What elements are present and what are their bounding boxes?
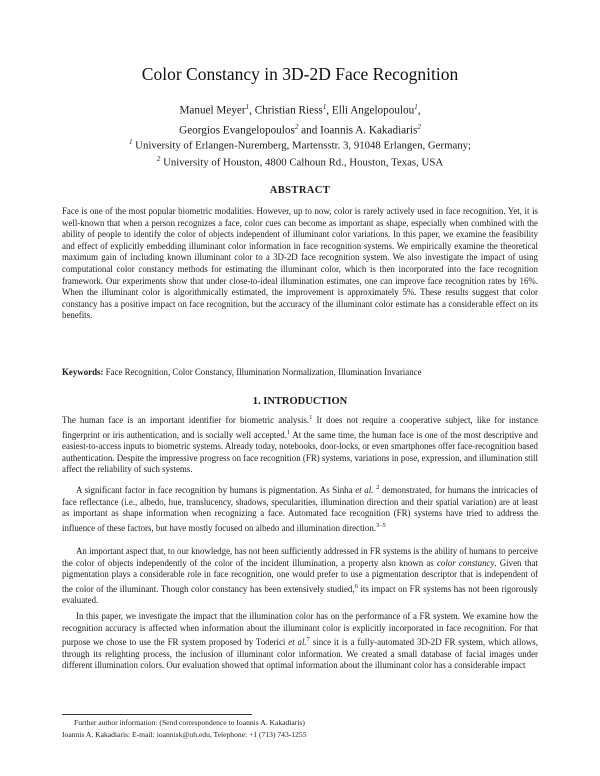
paragraph-text: In this paper, we investigate the impact that the illumination color has on the performance of a FR system. We examine how the recognition accuracy is affected when information about the illuminant color is explicitly incorporated in face recognition. For that purpose we chose to use the FR system proposed by Toderici <box>62 611 538 648</box>
author-name: Christian Riess <box>254 104 323 117</box>
paragraph-text: The human face is an important identifier for biometric analysis. <box>62 414 310 425</box>
author-name: Elli Angelopoulou <box>331 104 415 117</box>
citation-ref[interactable]: 1 <box>286 428 291 436</box>
affiliation-mark: 1 <box>322 103 327 111</box>
footnote-divider <box>62 714 252 715</box>
citation-ref[interactable]: 6 <box>354 582 358 590</box>
affiliation-mark: 2 <box>417 122 421 131</box>
citation-ref[interactable]: 1 <box>309 414 313 421</box>
paragraph-text: . Given that pigmentation plays a considerable role in face recognition, one would prefer to use a pigmentation descriptor that is independent of the color of the illuminant. Though color constancy has been extensively studied, <box>62 557 538 594</box>
author-line-2: Georgios Evangelopoulos$^2$ and Ioannis A. Kakadiaris$^2$ <box>179 122 421 137</box>
citation-ref[interactable]: 7 <box>306 636 310 644</box>
intro-paragraph-4 <box>62 611 538 672</box>
keywords-label: Keywords: <box>62 367 104 377</box>
keywords-text: Face Recognition, Color Constancy, Illumination Normalization, Illumination Invariance <box>105 367 422 377</box>
paragraph-text: At the same time, the human face is one of the most descriptive and easiest-to-access inputs to biometric systems. Already today, notebooks, door-locks, or even smartphones offer face-recognition based authentication. Despite the impressive progress on face recognition (FR) systems, variations in pose, expression, and illumination still affect the reliability of such systems. <box>62 429 538 475</box>
paper-title: Color Constancy in 3D-2D Face Recognition <box>141 64 459 84</box>
affiliation-1 <box>0 136 600 153</box>
etal-text: et al. <box>355 484 374 495</box>
affiliation-mark: 1 <box>245 103 250 111</box>
affiliation-text: University of Erlangen-Nuremberg, Martensstr. 3, 91048 Erlangen, Germany; <box>135 139 472 152</box>
abstract-text: Face is one of the most popular biometric modalities. However, up to now, color is rarely actively used in face recognition. Yet, it is well-known that when a person recognizes a face, color cues can become as important as shape, especially when combined with the ability of people to identify the color of objects independent of illuminant color variations. In this paper, we examine the feasibility and effect of explicitly embedding illuminant color information in face recognition systems. We empirically examine the theoretical maximum gain of including known illuminant color to a 3D-2D face recognition system. We also investigate the impact of using computational color constancy methods for estimating the illuminant color, which is then incorporated into the face recognition framework. Our experiments show that under close-to-ideal illumination estimates, one can improve face recognition rates by 16%. When the illuminant color is algorithmically estimated, the improvement is approximately 5%. These results suggest that color constancy has a positive impact on face recognition, but the accuracy of the illuminant color estimate has a considerable effect on its benefits. <box>62 206 538 321</box>
author-name: Georgios Evangelopoulos <box>179 124 295 137</box>
citation-ref[interactable]: 2 <box>376 484 380 491</box>
abstract-heading: ABSTRACT <box>269 185 331 196</box>
etal-text: et al. <box>288 637 307 648</box>
affiliation-2 <box>0 153 600 170</box>
paragraph-text: its impact on FR systems has not been rigorously evaluated. <box>62 583 538 606</box>
affiliation-text: University of Houston, 4800 Calhoun Rd., Houston, Texas, USA <box>163 156 444 169</box>
intro-paragraph-1 <box>62 412 538 476</box>
paragraph-text: demonstrated, for humans the intricacies of face reflectance (i.e., albedo, hue, translucency, shadows, specularities, illumination direction and their spatial variation) are at least as important as shape information when recognizing a face. Automated face recognition (FR) systems have tried to address the influence of these factors, but have mostly focused on albedo and illumination direction. <box>62 484 539 533</box>
emphasis-text: color constancy <box>436 557 495 568</box>
section-heading-introduction: 1. INTRODUCTION <box>252 396 348 407</box>
affiliation-mark: 2 <box>156 155 161 164</box>
paragraph-text: A significant factor in face recognition by humans is pigmentation. As Sinha <box>76 484 356 495</box>
footnote-author-info: Further author information: (Send correspondence to Ioannis A. Kakadiaris) <box>74 718 305 727</box>
author-line-1: Manuel Meyer$^1$, Christian Riess$^1$, Elli Angelopoulou$^1$, <box>179 103 421 117</box>
affiliation-mark: 2 <box>294 122 299 131</box>
intro-paragraph-3 <box>62 546 538 607</box>
paragraph-text: It does not require a cooperative subject, like for instance fingerprint or iris authentication, and is socially well accepted. <box>62 414 538 440</box>
affiliations <box>0 136 600 170</box>
author-list <box>0 99 600 138</box>
keywords <box>62 367 538 379</box>
paragraph-text: An important aspect that, to our knowledge, has not been sufficiently addressed in FR systems is the ability of humans to perceive the color of objects independently of the color of the incident illumination, a property also known as <box>62 546 538 568</box>
author-name: Manuel Meyer <box>179 104 246 117</box>
intro-paragraph-2 <box>62 482 538 534</box>
paragraph-text: since it is a fully-automated 3D-2D FR system, which allows, through its relighting process, the inclusion of illuminant color information. We created a small database of facial images under different illumination colors. Our evaluation showed that optimal information about the illuminant color has a considerable impact <box>62 637 538 671</box>
affiliation-mark: 1 <box>128 138 133 146</box>
affiliation-mark: 1 <box>414 103 418 111</box>
author-name: Ioannis A. Kakadiaris <box>320 124 418 137</box>
citation-ref[interactable]: 3–5 <box>376 521 386 529</box>
footnote-contact: Ioannis A. Kakadiaris: E-mail: ioannisk@uh.edu, Telephone: +1 (713) 743-1255 <box>62 730 307 739</box>
